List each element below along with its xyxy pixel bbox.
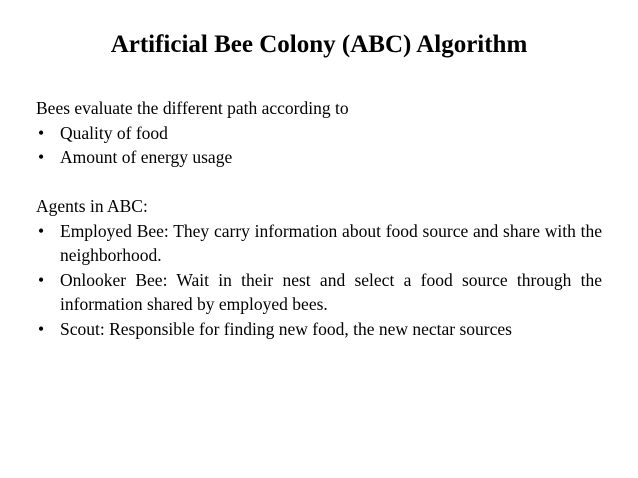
list-item	[36, 268, 602, 317]
bullet-icon: •	[38, 318, 45, 339]
list-item	[36, 121, 602, 146]
list-item	[36, 145, 602, 170]
bullet-icon: •	[38, 269, 45, 290]
agent-text: Onlooker Bee: Wait in their nest and select a food source through the information shared by employed bees.	[60, 269, 602, 314]
spacer	[36, 170, 602, 195]
intro-text: Bees evaluate the different path according to	[36, 98, 349, 118]
agent-text: Scout: Responsible for finding new food, the new nectar sources	[60, 318, 512, 339]
criteria-text: Amount of energy usage	[60, 147, 233, 167]
criteria-list	[36, 121, 602, 170]
list-item	[36, 219, 602, 268]
criteria-text: Quality of food	[60, 122, 168, 143]
list-item	[36, 317, 602, 342]
bullet-icon: •	[38, 122, 45, 143]
slide-title: Artificial Bee Colony (ABC) Algorithm	[110, 31, 528, 58]
agents-list	[36, 219, 602, 342]
bullet-icon: •	[38, 220, 45, 241]
agent-text: Employed Bee: They carry information about food source and share with the neighborhood.	[60, 220, 602, 265]
slide-body	[36, 96, 602, 341]
agents-heading: Agents in ABC:	[36, 196, 148, 216]
bullet-icon: •	[38, 147, 45, 167]
